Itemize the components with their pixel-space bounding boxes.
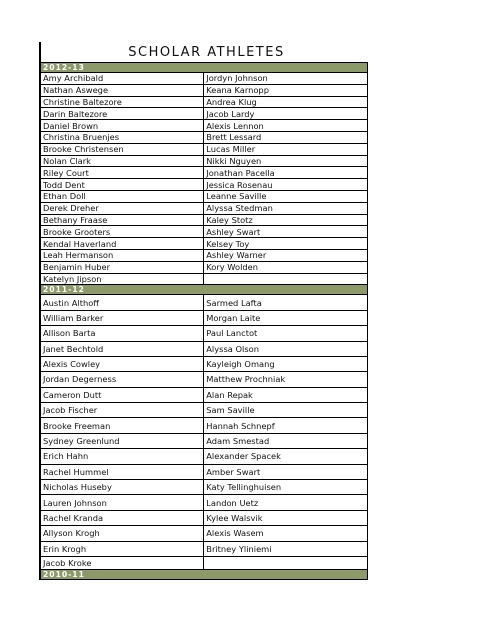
athlete-name-cell: Lucas Miller xyxy=(204,143,368,155)
athlete-name-cell: Jacob Fischer xyxy=(40,403,204,418)
table-row xyxy=(40,403,368,418)
athlete-name-cell: Amy Archibald xyxy=(40,73,204,85)
table-row xyxy=(40,464,368,479)
athlete-name-cell: Kory Wolden xyxy=(204,261,368,273)
table-row xyxy=(40,261,368,273)
table-row xyxy=(40,295,368,310)
table-row xyxy=(40,418,368,433)
athlete-name-cell: Nathan Aswege xyxy=(40,84,204,96)
table-row xyxy=(40,155,368,167)
table-row xyxy=(40,510,368,525)
athlete-name-cell: Alexis Lennon xyxy=(204,120,368,132)
athlete-name-cell: Katy Tellinghuisen xyxy=(204,480,368,495)
athlete-name-cell: Janet Bechtold xyxy=(40,341,204,356)
athlete-name-cell: Christina Bruenjes xyxy=(40,131,204,143)
table-row xyxy=(40,326,368,341)
athlete-name-cell: Hannah Schnepf xyxy=(204,418,368,433)
athlete-name-cell: Andrea Klug xyxy=(204,96,368,108)
athlete-name-cell: Kayleigh Omang xyxy=(204,356,368,371)
table-row xyxy=(40,249,368,261)
athlete-name-cell: Allyson Krogh xyxy=(40,526,204,541)
athlete-name-cell: Adam Smestad xyxy=(204,433,368,448)
athlete-name-cell: Erin Krogh xyxy=(40,541,204,556)
table-row xyxy=(40,526,368,541)
athlete-name-cell: Jordyn Johnson xyxy=(204,73,368,85)
table-row xyxy=(40,108,368,120)
table-row xyxy=(40,433,368,448)
athlete-name-cell xyxy=(204,273,368,285)
athlete-name-cell: Amber Swart xyxy=(204,464,368,479)
athlete-name-cell: Lauren Johnson xyxy=(40,495,204,510)
athlete-name-cell: Daniel Brown xyxy=(40,120,204,132)
table-row xyxy=(40,541,368,556)
table-row xyxy=(40,190,368,202)
athletes-table xyxy=(39,62,368,580)
athlete-name-cell: Brooke Grooters xyxy=(40,226,204,238)
table-row xyxy=(40,449,368,464)
athlete-name-cell: Rachel Kranda xyxy=(40,510,204,525)
athlete-name-cell: Nicholas Huseby xyxy=(40,480,204,495)
athlete-name-cell: Jacob Kroke xyxy=(40,556,204,569)
athlete-name-cell: Todd Dent xyxy=(40,179,204,191)
athlete-name-cell: Matthew Prochniak xyxy=(204,372,368,387)
athlete-name-cell: Keana Karnopp xyxy=(204,84,368,96)
athlete-name-cell: Alexis Wasem xyxy=(204,526,368,541)
section-header xyxy=(40,569,368,579)
athlete-name-cell xyxy=(204,556,368,569)
athlete-name-cell: Bethany Fraase xyxy=(40,214,204,226)
athlete-name-cell: Katelyn Jipson xyxy=(40,273,204,285)
table-row xyxy=(40,495,368,510)
athlete-name-cell: Ashley Warner xyxy=(204,249,368,261)
athlete-name-cell: Alyssa Olson xyxy=(204,341,368,356)
section-year-label: 2011-12 xyxy=(40,285,368,295)
athlete-name-cell: Brett Lessard xyxy=(204,131,368,143)
table-row xyxy=(40,120,368,132)
table-row xyxy=(40,310,368,325)
table-row xyxy=(40,84,368,96)
athlete-name-cell: Alexis Cowley xyxy=(40,356,204,371)
athletes-table-body xyxy=(40,63,368,580)
table-row xyxy=(40,179,368,191)
athlete-name-cell: Britney Yliniemi xyxy=(204,541,368,556)
athlete-name-cell: Alyssa Stedman xyxy=(204,202,368,214)
table-row xyxy=(40,202,368,214)
table-row xyxy=(40,238,368,250)
athlete-name-cell: William Barker xyxy=(40,310,204,325)
table-row xyxy=(40,226,368,238)
athlete-name-cell: Derek Dreher xyxy=(40,202,204,214)
athlete-name-cell: Paul Lanctot xyxy=(204,326,368,341)
section-year-label: 2010-11 xyxy=(40,569,368,579)
athlete-name-cell: Jessica Rosenau xyxy=(204,179,368,191)
athlete-name-cell: Kelsey Toy xyxy=(204,238,368,250)
athlete-name-cell: Cameron Dutt xyxy=(40,387,204,402)
table-row xyxy=(40,480,368,495)
section-year-label: 2012-13 xyxy=(40,63,368,73)
athlete-name-cell: Ashley Swart xyxy=(204,226,368,238)
athlete-name-cell: Kaley Stotz xyxy=(204,214,368,226)
table-row xyxy=(40,131,368,143)
page-title: SCHOLAR ATHLETES xyxy=(39,42,368,62)
athlete-name-cell: Nikki Nguyen xyxy=(204,155,368,167)
table-row xyxy=(40,556,368,569)
athlete-name-cell: Nolan Clark xyxy=(40,155,204,167)
section-header xyxy=(40,285,368,295)
athlete-name-cell: Christine Baltezore xyxy=(40,96,204,108)
athlete-name-cell: Kendal Haverland xyxy=(40,238,204,250)
athlete-name-cell: Morgan Laite xyxy=(204,310,368,325)
athlete-name-cell: Ethan Doll xyxy=(40,190,204,202)
athlete-name-cell: Allison Barta xyxy=(40,326,204,341)
spreadsheet xyxy=(39,42,368,580)
athlete-name-cell: Jordan Degerness xyxy=(40,372,204,387)
athlete-name-cell: Benjamin Huber xyxy=(40,261,204,273)
athlete-name-cell: Darin Baltezore xyxy=(40,108,204,120)
athlete-name-cell: Landon Uetz xyxy=(204,495,368,510)
table-row xyxy=(40,143,368,155)
table-row xyxy=(40,372,368,387)
athlete-name-cell: Sydney Greenlund xyxy=(40,433,204,448)
table-row xyxy=(40,73,368,85)
table-row xyxy=(40,167,368,179)
athlete-name-cell: Leanne Saville xyxy=(204,190,368,202)
athlete-name-cell: Alexander Spacek xyxy=(204,449,368,464)
athlete-name-cell: Brooke Freeman xyxy=(40,418,204,433)
table-row xyxy=(40,356,368,371)
athlete-name-cell: Jacob Lardy xyxy=(204,108,368,120)
athlete-name-cell: Sarmed Lafta xyxy=(204,295,368,310)
athlete-name-cell: Brooke Christensen xyxy=(40,143,204,155)
athlete-name-cell: Austin Althoff xyxy=(40,295,204,310)
table-row xyxy=(40,214,368,226)
table-row xyxy=(40,273,368,285)
athlete-name-cell: Sam Saville xyxy=(204,403,368,418)
table-row xyxy=(40,341,368,356)
table-row xyxy=(40,387,368,402)
table-row xyxy=(40,96,368,108)
athlete-name-cell: Rachel Hummel xyxy=(40,464,204,479)
athlete-name-cell: Erich Hahn xyxy=(40,449,204,464)
athlete-name-cell: Jonathan Pacella xyxy=(204,167,368,179)
athlete-name-cell: Kylee Walsvik xyxy=(204,510,368,525)
athlete-name-cell: Riley Court xyxy=(40,167,204,179)
section-header xyxy=(40,63,368,73)
athlete-name-cell: Leah Hermanson xyxy=(40,249,204,261)
athlete-name-cell: Alan Repak xyxy=(204,387,368,402)
